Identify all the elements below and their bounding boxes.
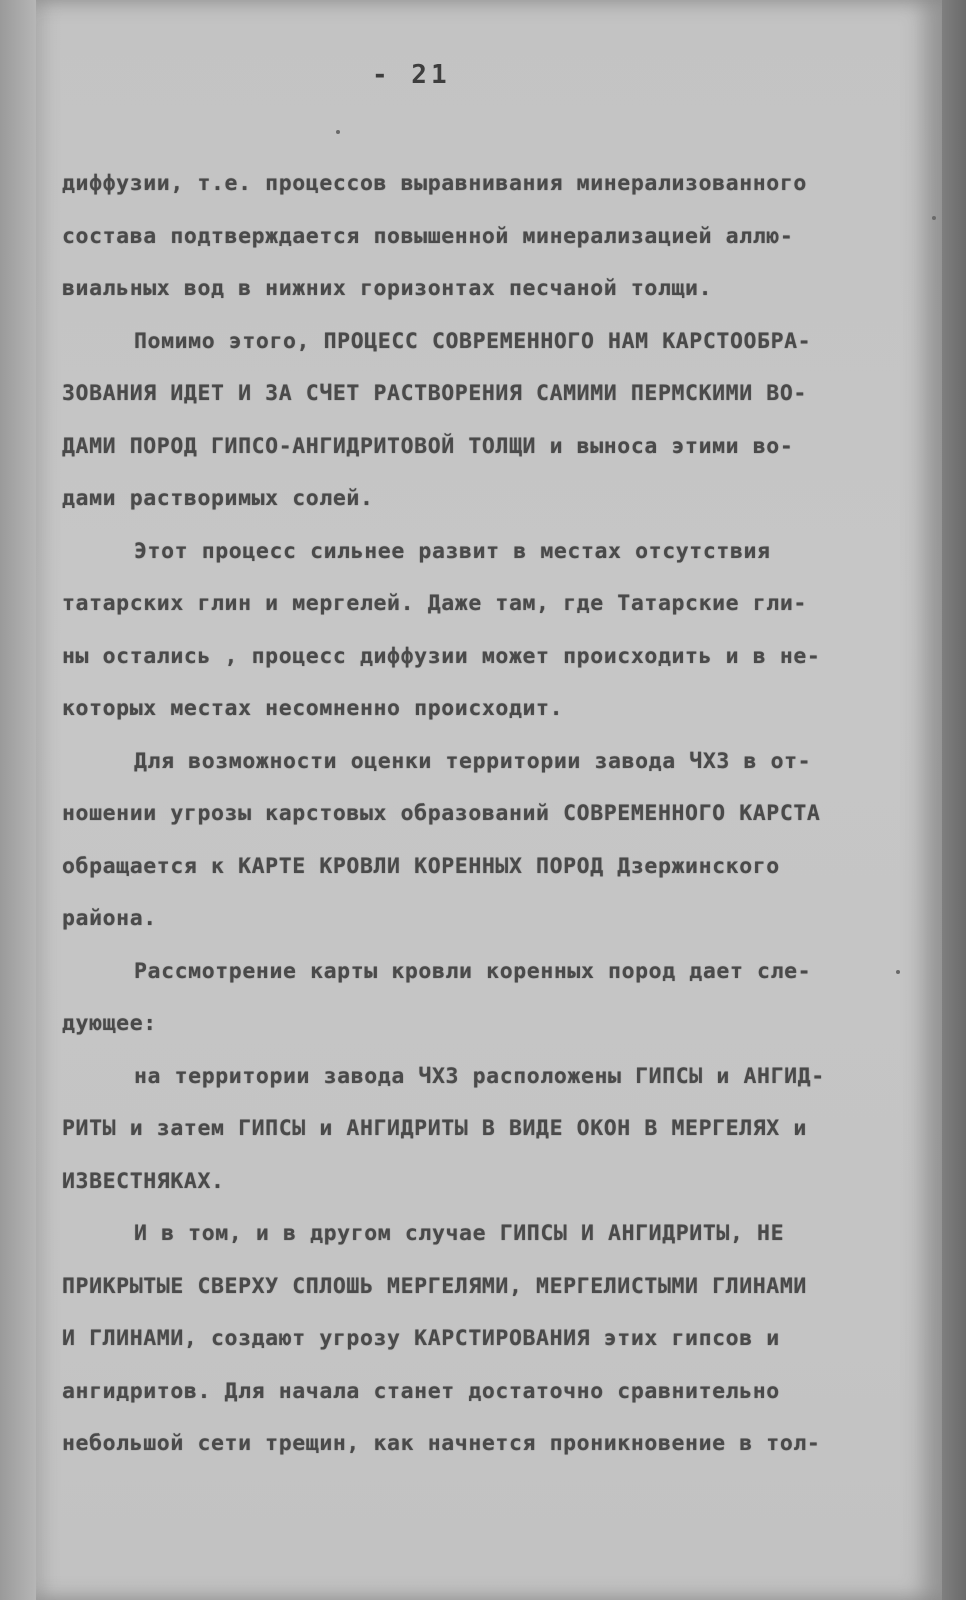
text-line: ЗОВАНИЯ ИДЕТ И ЗА СЧЕТ РАСТВОРЕНИЯ САМИМИ ПЕРМСКИМИ ВО-	[62, 381, 807, 406]
text-line: ношении угрозы карстовых образований СОВРЕМЕННОГО КАРСТА	[62, 801, 821, 826]
text-line: ны остались , процесс диффузии может происходить и в не-	[62, 643, 821, 669]
text-line: состава подтверждается повышенной минерализацией аллю-	[62, 223, 794, 249]
text-line: виальных вод в нижних горизонтах песчаной толщи.	[62, 276, 713, 301]
text-line: ПРИКРЫТЫЕ СВЕРХУ СПЛОШЬ МЕРГЕЛЯМИ, МЕРГЕЛИСТЫМИ ГЛИНАМИ	[62, 1273, 807, 1299]
text-line: Рассмотрение карты кровли коренных пород дает сле-	[134, 958, 812, 984]
body-text	[62, 158, 892, 1471]
text-line: диффузии, т.е. процессов выравнивания минерализованного	[62, 171, 807, 196]
text-line: небольшой сети трещин, как начнется проникновение в тол-	[62, 1431, 821, 1456]
text-line: Этот процесс сильнее развит в местах отсутствия	[134, 538, 771, 564]
text-line: Помимо этого, ПРОЦЕСС СОВРЕМЕННОГО НАМ КАРСТООБРА-	[134, 328, 812, 354]
text-line: РИТЫ и затем ГИПСЫ и АНГИДРИТЫ В ВИДЕ ОКОН В МЕРГЕЛЯХ и	[62, 1116, 807, 1141]
text-line: района.	[62, 906, 157, 931]
text-line: ДАМИ ПОРОД ГИПСО-АНГИДРИТОВОЙ ТОЛЩИ и выноса этими во-	[62, 433, 794, 459]
text-line: ангидритов. Для начала станет достаточно сравнительно	[62, 1378, 780, 1404]
text-line: дами растворимых солей.	[62, 486, 374, 511]
text-line: на территории завода ЧХЗ расположены ГИПСЫ и АНГИД-	[134, 1063, 825, 1089]
page-number: - 21	[372, 60, 451, 90]
text-line: ИЗВЕСТНЯКАХ.	[62, 1168, 225, 1194]
text-line: которых местах несомненно происходит.	[62, 696, 564, 721]
text-line: И ГЛИНАМИ, создают угрозу КАРСТИРОВАНИЯ этих гипсов и	[62, 1326, 780, 1351]
text-line: татарских глин и мергелей. Даже там, где Татарские гли-	[62, 591, 807, 616]
text-line: обращается к КАРТЕ КРОВЛИ КОРЕННЫХ ПОРОД Дзержинского	[62, 853, 780, 879]
text-line: Для возможности оценки территории завода ЧХЗ в от-	[134, 748, 812, 774]
text-line: дующее:	[62, 1011, 157, 1036]
margin-mark	[932, 216, 936, 220]
text-line: И в том, и в другом случае ГИПСЫ И АНГИДРИТЫ, НЕ	[134, 1221, 785, 1246]
margin-mark	[896, 970, 900, 974]
margin-mark	[336, 130, 340, 134]
